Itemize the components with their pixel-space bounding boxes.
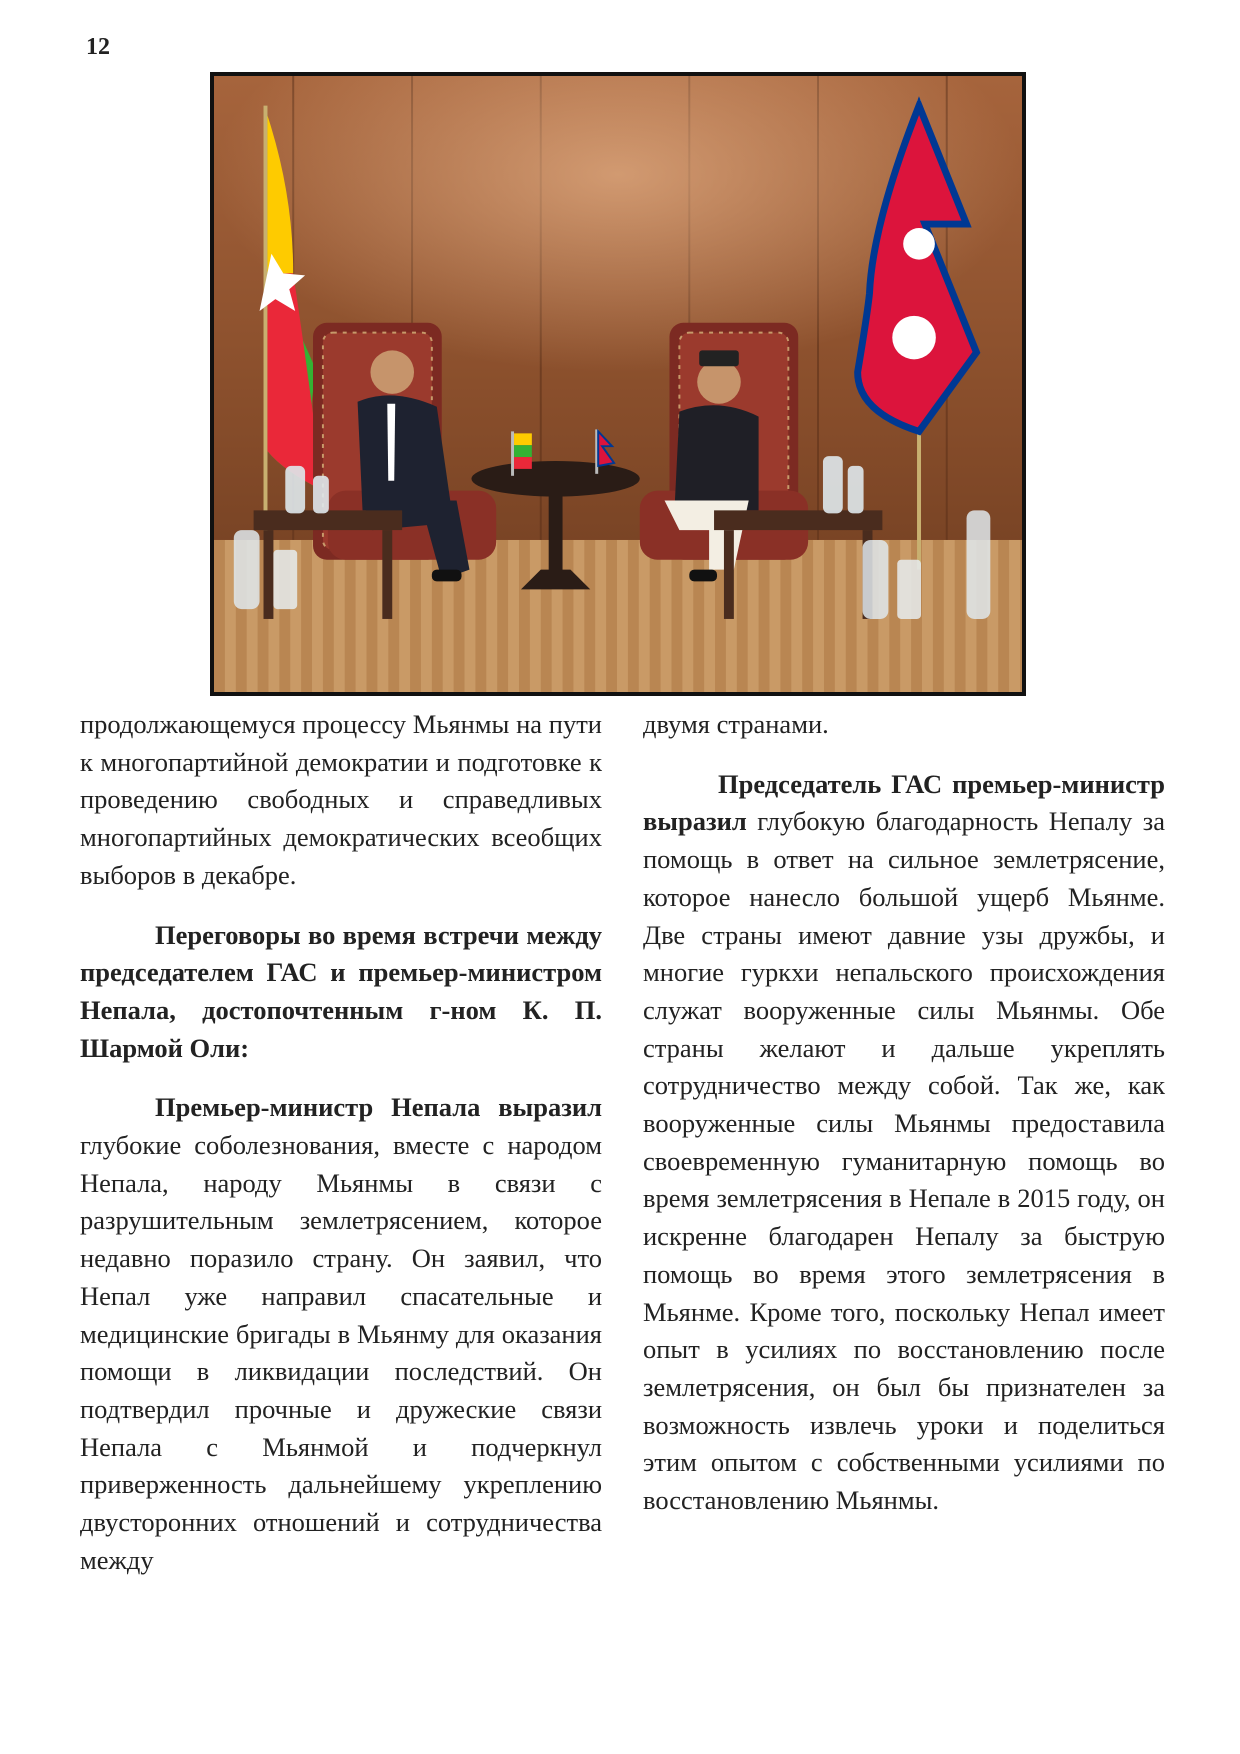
meeting-photo-illustration [214, 76, 1022, 692]
right-column [643, 706, 1165, 1520]
right-paragraph-2 [643, 766, 1165, 1520]
left-paragraph-2 [80, 1089, 602, 1579]
left-column [80, 706, 602, 1579]
meeting-photo [210, 72, 1026, 696]
left-paragraph-1: продолжающемуся процессу Мьянмы на пути к многопартийной демократии и подготовке к проведению свободных и справедливых многопартийных демократических всеобщих выборов в декабре. [80, 709, 602, 890]
right-paragraph-2-lead: Председатель ГАС премьер-министр выразил [643, 768, 1165, 837]
left-paragraph-2-lead: Премьер-министр Непала выразил [155, 1092, 602, 1123]
left-paragraph-2-body: глубокие соболезнования, вместе с народом Непала, народу Мьянмы в связи с разрушительным землетрясением, которое недавно поразило страну. Он заявил, что Непал уже направил спасательные и медицинские бригады в Мьянму для оказания помощи в ликвидации последствий. Он подтвердил прочные и дружеские связи Непала с Мьянмой и подчеркнул приверженность дальнейшему укреплению двусторонних отношений и сотрудничества между [80, 1130, 602, 1575]
section-heading: Переговоры во время встречи между председателем ГАС и премьер-министром Непала, достопочтенным г-ном К. П. Шармой Оли: [80, 919, 602, 1063]
right-paragraph-2-body: глубокую благодарность Непалу за помощь в ответ на сильное землетрясение, которое нанесло большой ущерб Мьянме. Две страны имеют давние узы дружбы, и многие гуркхи непальского происхождения служат вооруженные силы Мьянмы. Обе страны желают и дальше укреплять сотрудничество между собой. Так же, как вооруженные силы Мьянмы предоставила своевременную гуманитарную помощь во время землетрясения в Непале в 2015 году, он искренне благодарен Непалу за быструю помощь во время этого землетрясения в Мьянме. Кроме того, поскольку Непал имеет опыт в усилиях по восстановлению после землетрясения, он был бы признателен за возможность извлечь уроки и поделиться этим опытом с собственными усилиями по восстановлению Мьянмы. [643, 806, 1165, 1516]
page-number: 12 [86, 34, 110, 60]
right-paragraph-1: двумя странами. [643, 709, 829, 739]
